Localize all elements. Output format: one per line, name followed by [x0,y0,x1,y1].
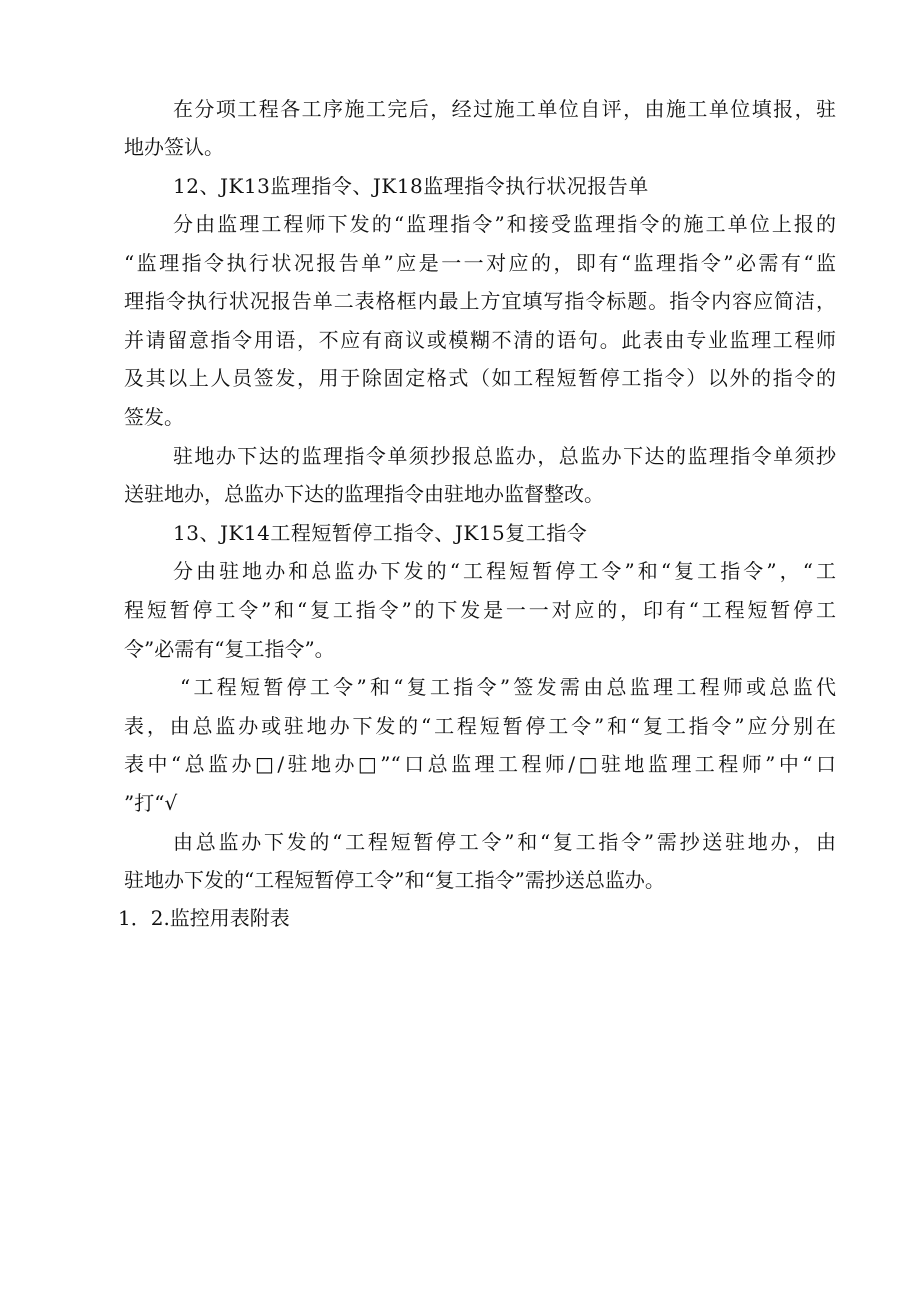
paragraph-line: 程短暂停工令”和“复工指令”的下发是一一对应的，印有“工程短暂停工 [124,598,836,622]
paragraph-line: “监理指令执行状况报告单”应是一一对应的，即有“监理指令”必需有“监 [124,251,836,275]
paragraph-line: 驻地办下达的监理指令单须抄报总监办，总监办下达的监理指令单须抄 [173,444,836,468]
section-heading-1-2: 1．2.监控用表附表 [118,906,290,930]
paragraph-line: 地办签认。 [124,135,224,159]
paragraph-line: 表中“总监办□/驻地办□”“口总监理工程师/□驻地监理工程师”中“口 [124,752,836,776]
paragraph-line: 分由驻地办和总监办下发的“工程短暂停工令”和“复工指令”，“工 [173,559,836,583]
paragraph-line: 驻地办下发的“工程短暂停工令”和“复工指令”需抄送总监办。 [124,868,665,892]
paragraph-line: 令”必需有“复工指令”。 [124,637,335,661]
section-heading-12: 12、JK13监理指令、JK18监理指令执行状况报告单 [173,174,649,198]
section-heading-13: 13、JK14工程短暂停工指令、JK15复工指令 [173,521,588,545]
paragraph-line: 送驻地办，总监办下达的监理指令由驻地办监督整改。 [124,482,604,506]
paragraph-line: “工程短暂停工令”和“复工指令”签发需由总监理工程师或总监代 [180,675,836,699]
paragraph-line: ”打“√ [124,791,178,815]
paragraph-line: 在分项工程各工序施工完后，经过施工单位自评，由施工单位填报，驻 [173,97,836,121]
paragraph-line: 表，由总监办或驻地办下发的“工程短暂停工令”和“复工指令”应分别在 [124,714,836,738]
paragraph-line: 由总监办下发的“工程短暂停工令”和“复工指令”需抄送驻地办，由 [173,830,836,854]
paragraph-line: 理指令执行状况报告单二表格框内最上方宜填写指令标题。指令内容应简洁， [124,289,836,313]
paragraph-line: 及其以上人员签发，用于除固定格式（如工程短暂停工指令）以外的指令的 [124,366,836,390]
paragraph-line: 并请留意指令用语，不应有商议或模糊不清的语句。此表由专业监理工程师 [124,328,836,352]
paragraph-line: 签发。 [124,405,184,429]
paragraph-line: 分由监理工程师下发的“监理指令”和接受监理指令的施工单位上报的 [173,212,836,236]
